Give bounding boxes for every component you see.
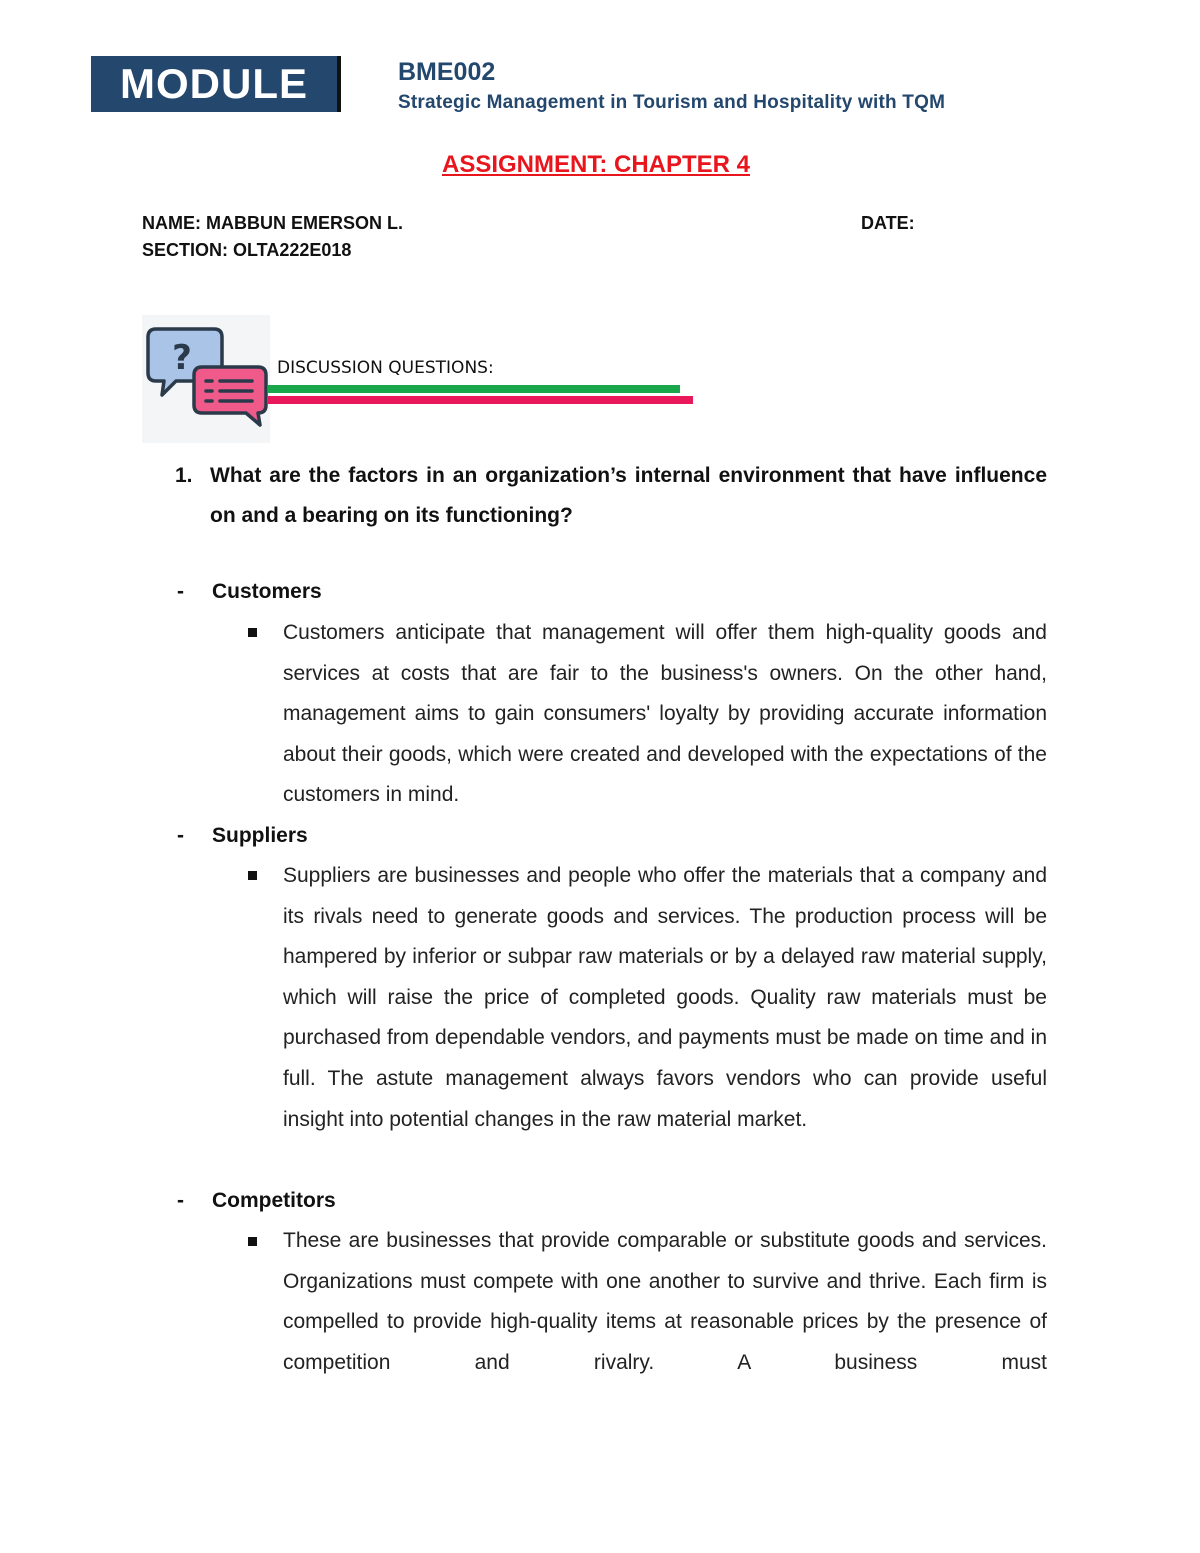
discussion-icon-box [142,315,270,443]
course-title: Strategic Management in Tourism and Hospitality with TQM [398,92,946,113]
student-name: NAME: MABBUN EMERSON L. [142,213,403,233]
divider-green [268,385,680,393]
factor-heading-competitors [177,1186,336,1216]
module-label: MODULE [120,60,308,107]
divider-pink [268,396,693,404]
chat-question-icon [142,315,270,443]
factor-heading-customers [177,577,322,607]
svg-text:?: ? [172,338,192,378]
dash-marker: - [177,580,184,603]
dash-marker: - [177,824,184,847]
question-1 [175,456,1047,536]
dash-marker: - [177,1189,184,1212]
question-number: 1. [175,464,193,487]
section-label: SECTION: OLTA222E018 [142,240,352,260]
square-bullet-icon [248,628,257,637]
question-text: What are the factors in an organization’s internal environment that have influence on and a bearing on its functioning? [210,464,1047,527]
factor-heading-suppliers [177,821,308,851]
square-bullet-icon [248,871,257,880]
course-code: BME002 [398,58,496,86]
assignment-title: ASSIGNMENT: CHAPTER 4 [441,151,751,178]
discussion-questions-label: DISCUSSION QUESTIONS: [277,358,494,378]
square-bullet-icon [248,1237,257,1246]
factor-title: Customers [212,580,322,603]
factor-text-suppliers: Suppliers are businesses and people who offer the materials that a company and its rivals need to generate goods and services. The production process will be hampered by inferior or subpar raw materials or by a delayed raw material supply, which will raise the price of completed goods. Quality raw materials must be purchased from dependable vendors, and payments must be made on time and in full. The astute management always favors vendors who can provide useful insight into potential changes in the raw material market. [283,864,1047,1131]
factor-text-customers: Customers anticipate that management will offer them high-quality goods and services at costs that are fair to the business's owners. On the other hand, management aims to gain consumers' loyalty by providing accurate information about their goods, which were created and developed with the expectations of the customers in mind. [283,621,1047,807]
date-label: DATE: [861,213,915,233]
factor-title: Suppliers [212,824,308,847]
factor-text-competitors: These are businesses that provide comparable or substitute goods and services. Organizations must compete with one another to survive and thrive. Each firm is compelled to provide high-quality items at reasonable prices by the presence of competition and rivalry. A business must [283,1229,1047,1374]
factor-title: Competitors [212,1189,336,1212]
module-banner [91,56,341,112]
